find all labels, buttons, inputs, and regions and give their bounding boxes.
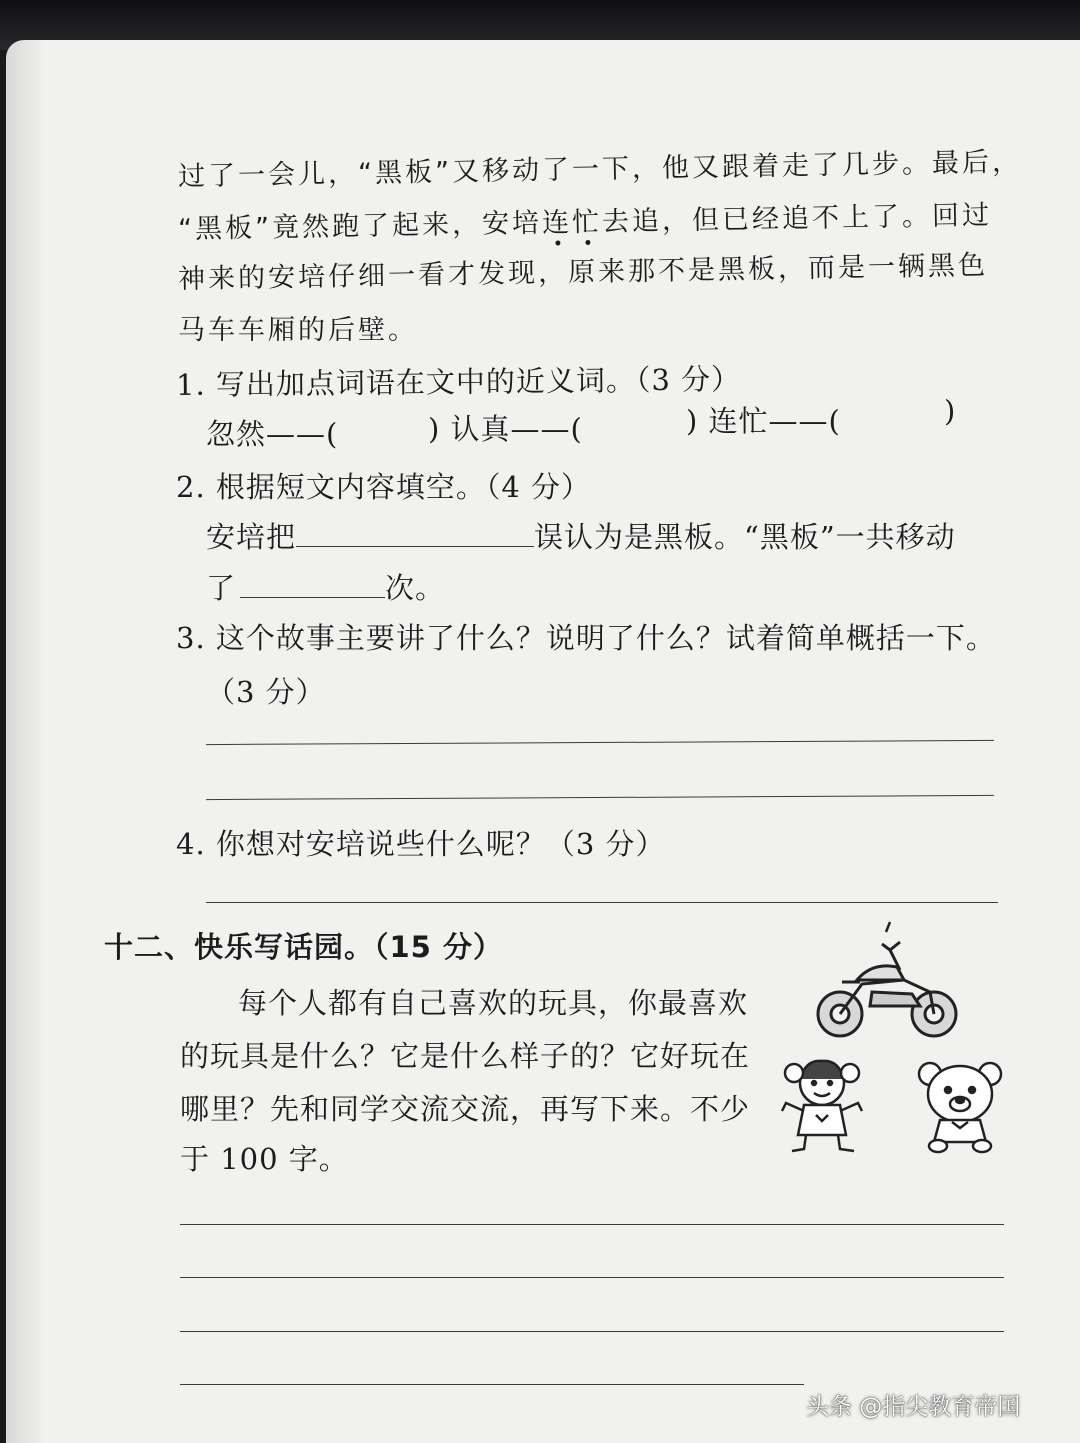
q1-close-paren: ) [944,394,957,428]
motorcycle-icon [812,922,962,1042]
doll-icon [776,1055,868,1155]
q1-word-2: ) 认真——( [428,412,583,446]
q2-text-3: 了 [206,571,237,605]
writing-prompt-line-2: 的玩具是什么？它是什么样子的？它好玩在 [180,1039,751,1073]
q2-text-4: 次。 [385,571,446,605]
q2-text-2: 误认为是黑板。“黑板”一共移动 [534,520,956,554]
section-12-heading: 十二、快乐写话园。（15 分） [104,930,503,964]
q2-fill-line-1 [206,515,956,556]
writing-line[interactable] [180,1384,804,1385]
watermark: 头条 @指尖教育帝国 [806,1394,1021,1420]
passage-line-2-end: 去追，但已经追不上了。回过 [601,199,993,238]
passage-line-2-start: “黑板”竟然跑了起来，安培 [177,207,543,246]
q2-blank-2[interactable] [240,596,385,598]
q2-blank-1[interactable] [296,545,534,547]
writing-line[interactable] [180,1277,1004,1278]
writing-prompt-line-4: 于 100 字。 [180,1142,349,1176]
question-4-prompt: 4. 你想对安培说些什么呢？（3 分） [176,827,666,861]
emphasis-dot [555,240,560,245]
q2-text-1: 安培把 [206,520,297,554]
passage-line-1: 过了一会儿，“黑板”又移动了一下，他又跟着走了几步。最后， [177,146,1023,193]
writing-line[interactable] [180,1224,1004,1225]
writing-prompt-line-1: 每个人都有自己喜欢的玩具，你最喜欢 [238,986,749,1020]
teddy-bear-icon [916,1058,1004,1154]
page-shadow [6,40,46,1443]
writing-prompt-line-3: 哪里？先和同学交流交流，再写下来。不少 [180,1092,751,1126]
q1-word-1: 忽然——( [206,417,339,451]
emphasis-dot [585,240,590,245]
question-1-prompt: 1. 写出加点词语在文中的近义词。（3 分） [175,362,742,402]
q2-fill-line-2 [206,566,445,607]
passage-line-3: 神来的安培仔细一看才发现，原来那不是黑板，而是一辆黑色 [177,249,989,296]
passage-line-4: 马车车厢的后壁。 [178,315,418,346]
emphasized-word [542,207,603,239]
question-3-score: （3 分） [206,675,326,709]
q1-word-3: ) 连忙——( [686,404,841,438]
writing-line[interactable] [180,1331,1004,1332]
question-2-prompt: 2. 根据短文内容填空。（4 分） [176,470,592,504]
emphasized-word-text: 连忙 [541,206,603,239]
question-3-prompt: 3. 这个故事主要讲了什么？说明了什么？试着简单概括一下。 [176,621,996,655]
q4-answer-line[interactable] [206,902,998,903]
